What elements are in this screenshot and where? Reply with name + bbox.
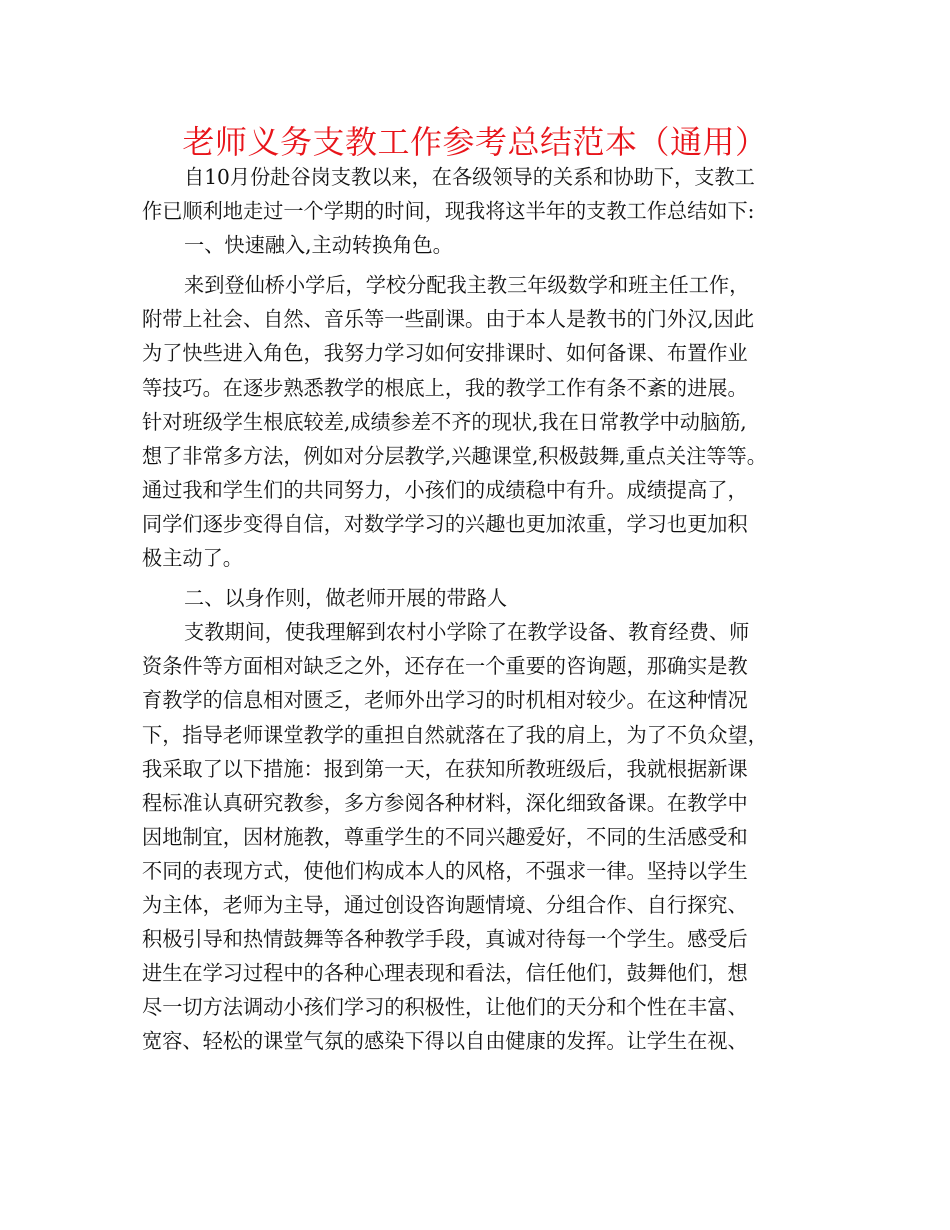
- paragraph-line: 因地制宜，因材施教，尊重学生的不同兴趣爱好，不同的生活感受和: [142, 824, 748, 849]
- paragraph-line: 下，指导老师课堂教学的重担自然就落在了我的肩上，为了不负众望，: [142, 722, 768, 747]
- paragraph-line: 积极引导和热情鼓舞等各种教学手段，真诚对待每一个学生。感受后: [142, 927, 748, 952]
- paragraph-line: 尽一切方法调动小孩们学习的积极性，让他们的天分和个性在丰富、: [142, 995, 748, 1020]
- paragraph-line: 极主动了。: [142, 546, 243, 571]
- paragraph-line: 进生在学习过程中的各种心理表现和看法，信任他们，鼓舞他们，想: [142, 961, 748, 986]
- paragraph-line: 育教学的信息相对匮乏，老师外出学习的时机相对较少。在这种情况: [142, 688, 748, 713]
- paragraph-line: 支教期间，使我理解到农村小学除了在教学设备、教育经费、师: [184, 620, 750, 645]
- paragraph-line: 等技巧。在逐步熟悉教学的根底上，我的教学工作有条不紊的进展。: [142, 375, 748, 400]
- paragraph-line: 附带上社会、自然、音乐等一些副课。由于本人是教书的门外汉,因此: [142, 307, 755, 332]
- document-title: 老师义务支教工作参考总结范本（通用）: [182, 123, 768, 161]
- paragraph-line: 程标准认真研究教参，多方参阅各种材料，深化细致备课。在教学中: [142, 790, 748, 815]
- paragraph-line: 为了快些进入角色，我努力学习如何安排课时、如何备课、布置作业: [142, 341, 748, 366]
- section-heading: 一、快速融入,主动转换角色。: [184, 233, 453, 258]
- document-body: [142, 160, 814, 1058]
- paragraph-line: 不同的表现方式，使他们构成本人的风格，不强求一律。坚持以学生: [142, 858, 748, 883]
- paragraph-line: 想了非常多方法，例如对分层教学,兴趣课堂,积极鼓舞,重点关注等等。: [142, 443, 767, 468]
- paragraph-line: 作已顺利地走过一个学期的时间，现我将这半年的支教工作总结如下:: [142, 199, 755, 224]
- paragraph-line: 宽容、轻松的课堂气氛的感染下得以自由健康的发挥。让学生在视、: [142, 1029, 748, 1054]
- paragraph-line: 资条件等方面相对缺乏之外，还存在一个重要的咨询题，那确实是教: [142, 654, 748, 679]
- paragraph-line: 通过我和学生们的共同努力，小孩们的成绩稳中有升。成绩提高了，: [142, 477, 748, 502]
- paragraph-line: 同学们逐步变得自信，对数学学习的兴趣也更加浓重，学习也更加积: [142, 511, 748, 536]
- paragraph-line: 针对班级学生根底较差,成绩参差不齐的现状,我在日常教学中动脑筋,: [142, 409, 747, 434]
- section-heading: 二、以身作则，做老师开展的带路人: [184, 586, 508, 611]
- paragraph-line: 来到登仙桥小学后，学校分配我主教三年级数学和班主任工作，: [184, 273, 750, 298]
- paragraph-line: 我采取了以下措施：报到第一天，在获知所教班级后，我就根据新课: [142, 756, 748, 781]
- paragraph-line: 为主体，老师为主导，通过创设咨询题情境、分组合作、自行探究、: [142, 892, 748, 917]
- paragraph-line: 自10月份赴谷岗支教以来，在各级领导的关系和协助下，支教工: [184, 165, 755, 189]
